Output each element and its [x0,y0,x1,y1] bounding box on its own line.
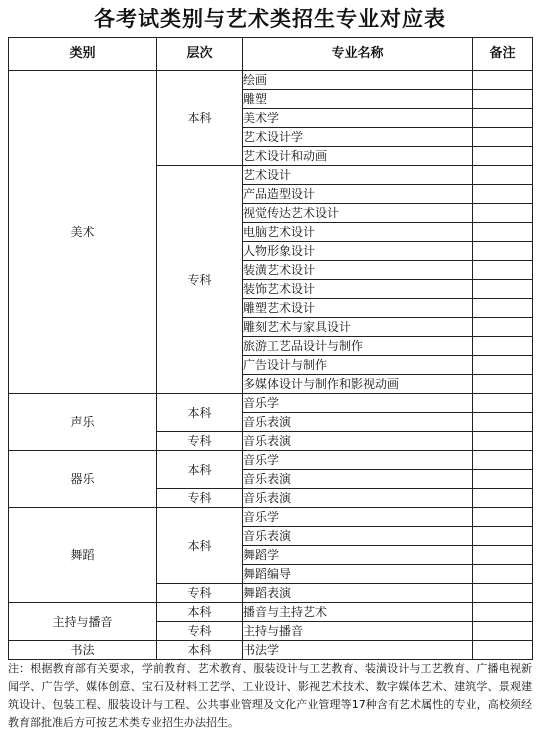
major-cell: 雕塑艺术设计 [243,299,473,318]
note-cell [473,185,533,204]
category-cell: 主持与播音 [9,603,157,641]
category-cell: 美术 [9,71,157,394]
note-cell [473,318,533,337]
note-cell [473,470,533,489]
major-cell: 艺术设计 [243,166,473,185]
level-cell: 专科 [157,584,243,603]
note-cell [473,90,533,109]
table-row [9,394,533,413]
page-title: 各考试类别与艺术类招生专业对应表 [94,7,446,31]
major-cell: 主持与播音 [243,622,473,641]
major-cell: 人物形象设计 [243,242,473,261]
table-row [9,603,533,622]
level-cell: 专科 [157,432,243,451]
major-cell: 美术学 [243,109,473,128]
major-table [8,37,533,660]
major-cell: 艺术设计学 [243,128,473,147]
level-cell: 专科 [157,489,243,508]
note-cell [473,394,533,413]
major-cell: 电脑艺术设计 [243,223,473,242]
note-cell [473,337,533,356]
note-cell [473,375,533,394]
note-cell [473,546,533,565]
level-cell: 本科 [157,451,243,489]
note-cell [473,413,533,432]
table-row [9,71,533,90]
major-cell: 视觉传达艺术设计 [243,204,473,223]
note-cell [473,109,533,128]
major-cell: 雕刻艺术与家具设计 [243,318,473,337]
note-cell [473,261,533,280]
category-cell: 书法 [9,641,157,660]
note-cell [473,641,533,660]
header-note: 备注 [473,38,533,71]
major-cell: 绘画 [243,71,473,90]
note-cell [473,299,533,318]
note-cell [473,128,533,147]
major-cell: 音乐学 [243,508,473,527]
header-category: 类别 [9,38,157,71]
major-cell: 音乐学 [243,451,473,470]
category-cell: 器乐 [9,451,157,508]
major-cell: 装饰艺术设计 [243,280,473,299]
major-cell: 舞蹈编导 [243,565,473,584]
note-cell [473,147,533,166]
major-cell: 雕塑 [243,90,473,109]
level-cell: 本科 [157,508,243,584]
footnote: 注：根据教育部有关要求，学前教育、艺术教育、服装设计与工艺教育、装潢设计与工艺教育、广播电视新闻学、广告学、媒体创意、宝石及材料工艺学、工业设计、影视艺术技术、数字媒体艺术、建筑学、景观建筑设计、包装工程、服装设计与工程、公共事业管理及文化产业管理等17种含有艺术属性的专业，高校须经教育部批准后方可按艺术类专业招生办法招生。 [8,662,532,729]
note-cell [473,565,533,584]
table-header-row [9,38,533,71]
major-cell: 音乐表演 [243,470,473,489]
header-major: 专业名称 [243,38,473,71]
major-cell: 音乐表演 [243,413,473,432]
level-cell: 专科 [157,622,243,641]
note-cell [473,223,533,242]
header-level: 层次 [157,38,243,71]
category-cell: 声乐 [9,394,157,451]
major-cell: 书法学 [243,641,473,660]
level-cell: 本科 [157,641,243,660]
note-cell [473,489,533,508]
note-cell [473,166,533,185]
major-cell: 旅游工艺品设计与制作 [243,337,473,356]
major-cell: 播音与主持艺术 [243,603,473,622]
major-cell: 产品造型设计 [243,185,473,204]
note-cell [473,71,533,90]
major-cell: 音乐学 [243,394,473,413]
note-cell [473,584,533,603]
note-cell [473,242,533,261]
major-cell: 舞蹈学 [243,546,473,565]
major-cell: 舞蹈表演 [243,584,473,603]
major-cell: 装潢艺术设计 [243,261,473,280]
major-cell: 音乐表演 [243,432,473,451]
note-cell [473,432,533,451]
note-cell [473,508,533,527]
note-cell [473,356,533,375]
major-cell: 艺术设计和动画 [243,147,473,166]
table-body [9,71,533,660]
note-cell [473,603,533,622]
level-cell: 专科 [157,166,243,394]
major-cell: 广告设计与制作 [243,356,473,375]
category-cell: 舞蹈 [9,508,157,603]
level-cell: 本科 [157,603,243,622]
note-cell [473,527,533,546]
level-cell: 本科 [157,394,243,432]
note-cell [473,622,533,641]
note-cell [473,204,533,223]
table-row [9,508,533,527]
table-row [9,641,533,660]
major-cell: 音乐表演 [243,527,473,546]
note-cell [473,280,533,299]
major-cell: 音乐表演 [243,489,473,508]
table-row [9,451,533,470]
level-cell: 本科 [157,71,243,166]
note-cell [473,451,533,470]
major-cell: 多媒体设计与制作和影视动画 [243,375,473,394]
